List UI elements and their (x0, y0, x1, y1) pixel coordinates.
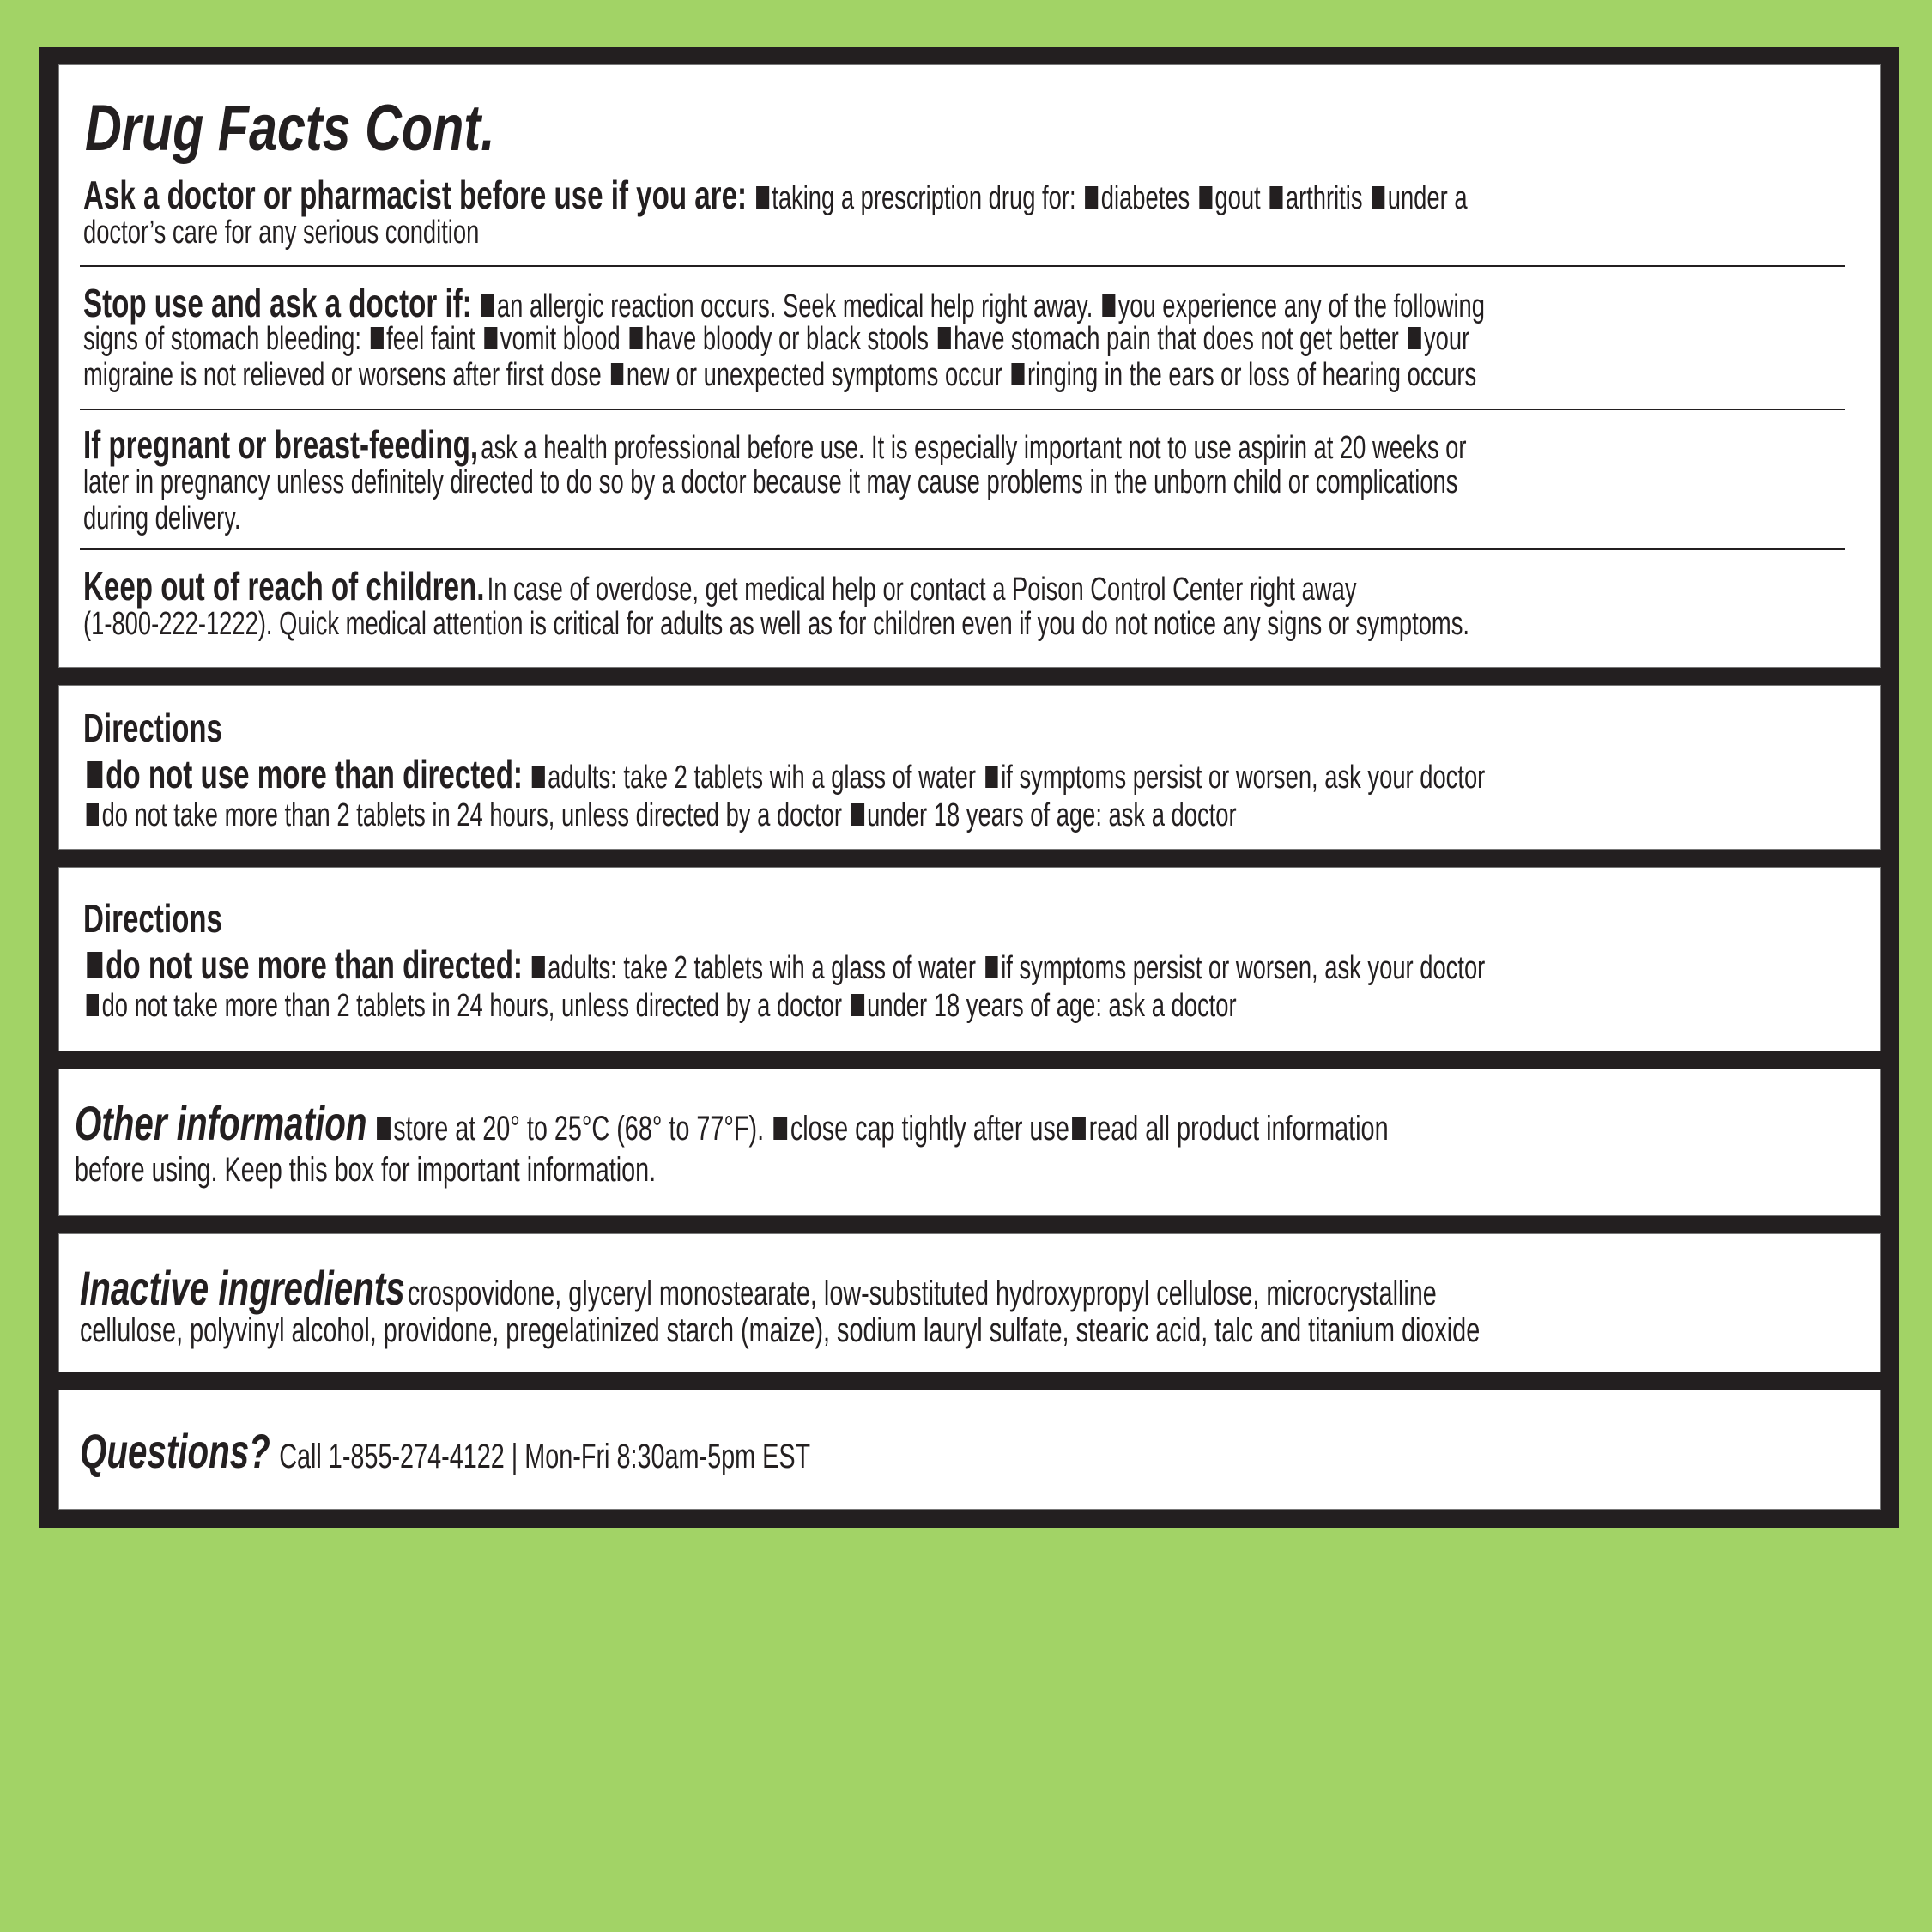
bullet-icon (481, 294, 494, 317)
other-info-panel: Other information store at 20° to 25°C (68° to 77°F). close cap tightly after use read all product information before using. Keep this box for important information. (58, 1069, 1881, 1216)
bullet-icon (938, 327, 951, 349)
bullet-icon (1012, 363, 1025, 385)
other-info-heading: Other information (75, 1096, 367, 1150)
bullet-icon (1199, 186, 1212, 209)
questions-panel (58, 1390, 1881, 1510)
divider (80, 409, 1845, 410)
drug-facts-panel: Drug Facts Cont. Ask a doctor or pharmacist before use if you are: taking a prescription drug for: diabetes gout arthritis under a doctor’s care for any serious condition Stop use and ask a doctor if: an allergic reaction occurs. Seek medical help right away. you experience any of the following signs of stomach bleeding: feel faint vomit blood have bloody or black stools have stomach pain that does not get better your migraine is not relieved or worsens after first dose new or unexpected symptoms occur ringing in the ears or loss of hearing occurs If pregnant or breast-feeding, ask a health professional before use. It is especially important not to use aspirin at 20 weeks or later in pregnancy unless definitely directed to do so by a doctor because it may cause problems in the unborn child or complications during delivery. Keep out of reach of children. In case of overdose, get medical help or contact a Poison Control Center right away (1-800-222-1222). Quick medical attention is critical for adults as well as for children even if you do not notice any signs or symptoms. (58, 64, 1881, 668)
bullet-icon (630, 327, 643, 349)
bullet-icon (87, 761, 102, 788)
inactive-ingredients-heading: Inactive ingredients (80, 1261, 405, 1315)
bullet-icon (851, 994, 864, 1016)
bullet-icon (371, 327, 384, 349)
keep-out-heading: Keep out of reach of children. (83, 564, 485, 609)
directions-panel: Directions do not use more than directed: adults: take 2 tablets wih a glass of water if symptoms persist or worsen, ask your doctor do not take more than 2 tablets in 24 hours, unless directed by a doctor under 18 years of age: ask a doctor (58, 867, 1881, 1051)
directions-heading: Directions (83, 706, 222, 750)
bullet-icon (1085, 186, 1098, 209)
bullet-icon (985, 956, 998, 978)
bullet-icon (1270, 186, 1283, 209)
directions-heading: Directions (83, 896, 222, 941)
questions-contact: Call 1-855-274-4122 | Mon-Fri 8:30am-5pm EST (279, 1438, 811, 1475)
bullet-icon (484, 327, 497, 349)
questions-heading: Questions? (80, 1424, 270, 1478)
bullet-icon (532, 956, 545, 978)
bullet-icon (611, 363, 624, 385)
divider (80, 548, 1845, 550)
bullet-icon (774, 1117, 788, 1140)
bullet-icon (532, 766, 545, 788)
divider (80, 265, 1845, 267)
directions-panel: Directions do not use more than directed: adults: take 2 tablets wih a glass of water if symptoms persist or worsen, ask your doctor do not take more than 2 tablets in 24 hours, unless directed by a doctor under 18 years of age: ask a doctor (58, 685, 1881, 850)
page-title: Drug Facts Cont. (85, 92, 495, 165)
bullet-icon (851, 803, 864, 826)
bullet-icon (377, 1117, 391, 1140)
bullet-icon (1372, 186, 1384, 209)
bullet-icon (86, 994, 99, 1016)
ask-doctor-heading: Ask a doctor or pharmacist before use if you are: (83, 173, 748, 217)
stop-use-heading: Stop use and ask a doctor if: (83, 281, 472, 325)
pregnant-heading: If pregnant or breast-feeding, (83, 422, 479, 467)
bullet-icon (87, 952, 102, 978)
bullet-icon (985, 766, 998, 788)
bullet-icon (86, 803, 99, 826)
bullet-icon (1102, 294, 1115, 317)
bullet-icon (756, 186, 769, 209)
drug-facts-frame (39, 47, 1899, 1528)
ask-doctor-line-2: doctor’s care for any serious condition (83, 215, 480, 251)
inactive-ingredients-panel: Inactive ingredients crospovidone, glyceryl monostearate, low-substituted hydroxypropyl cellulose, microcrystalline cellulose, polyvinyl alcohol, providone, pregelatinized starch (maize), sodium lauryl sulfate, stearic acid, talc and titanium dioxide (58, 1233, 1881, 1372)
bullet-icon (1072, 1117, 1086, 1140)
bullet-icon (1408, 327, 1421, 349)
